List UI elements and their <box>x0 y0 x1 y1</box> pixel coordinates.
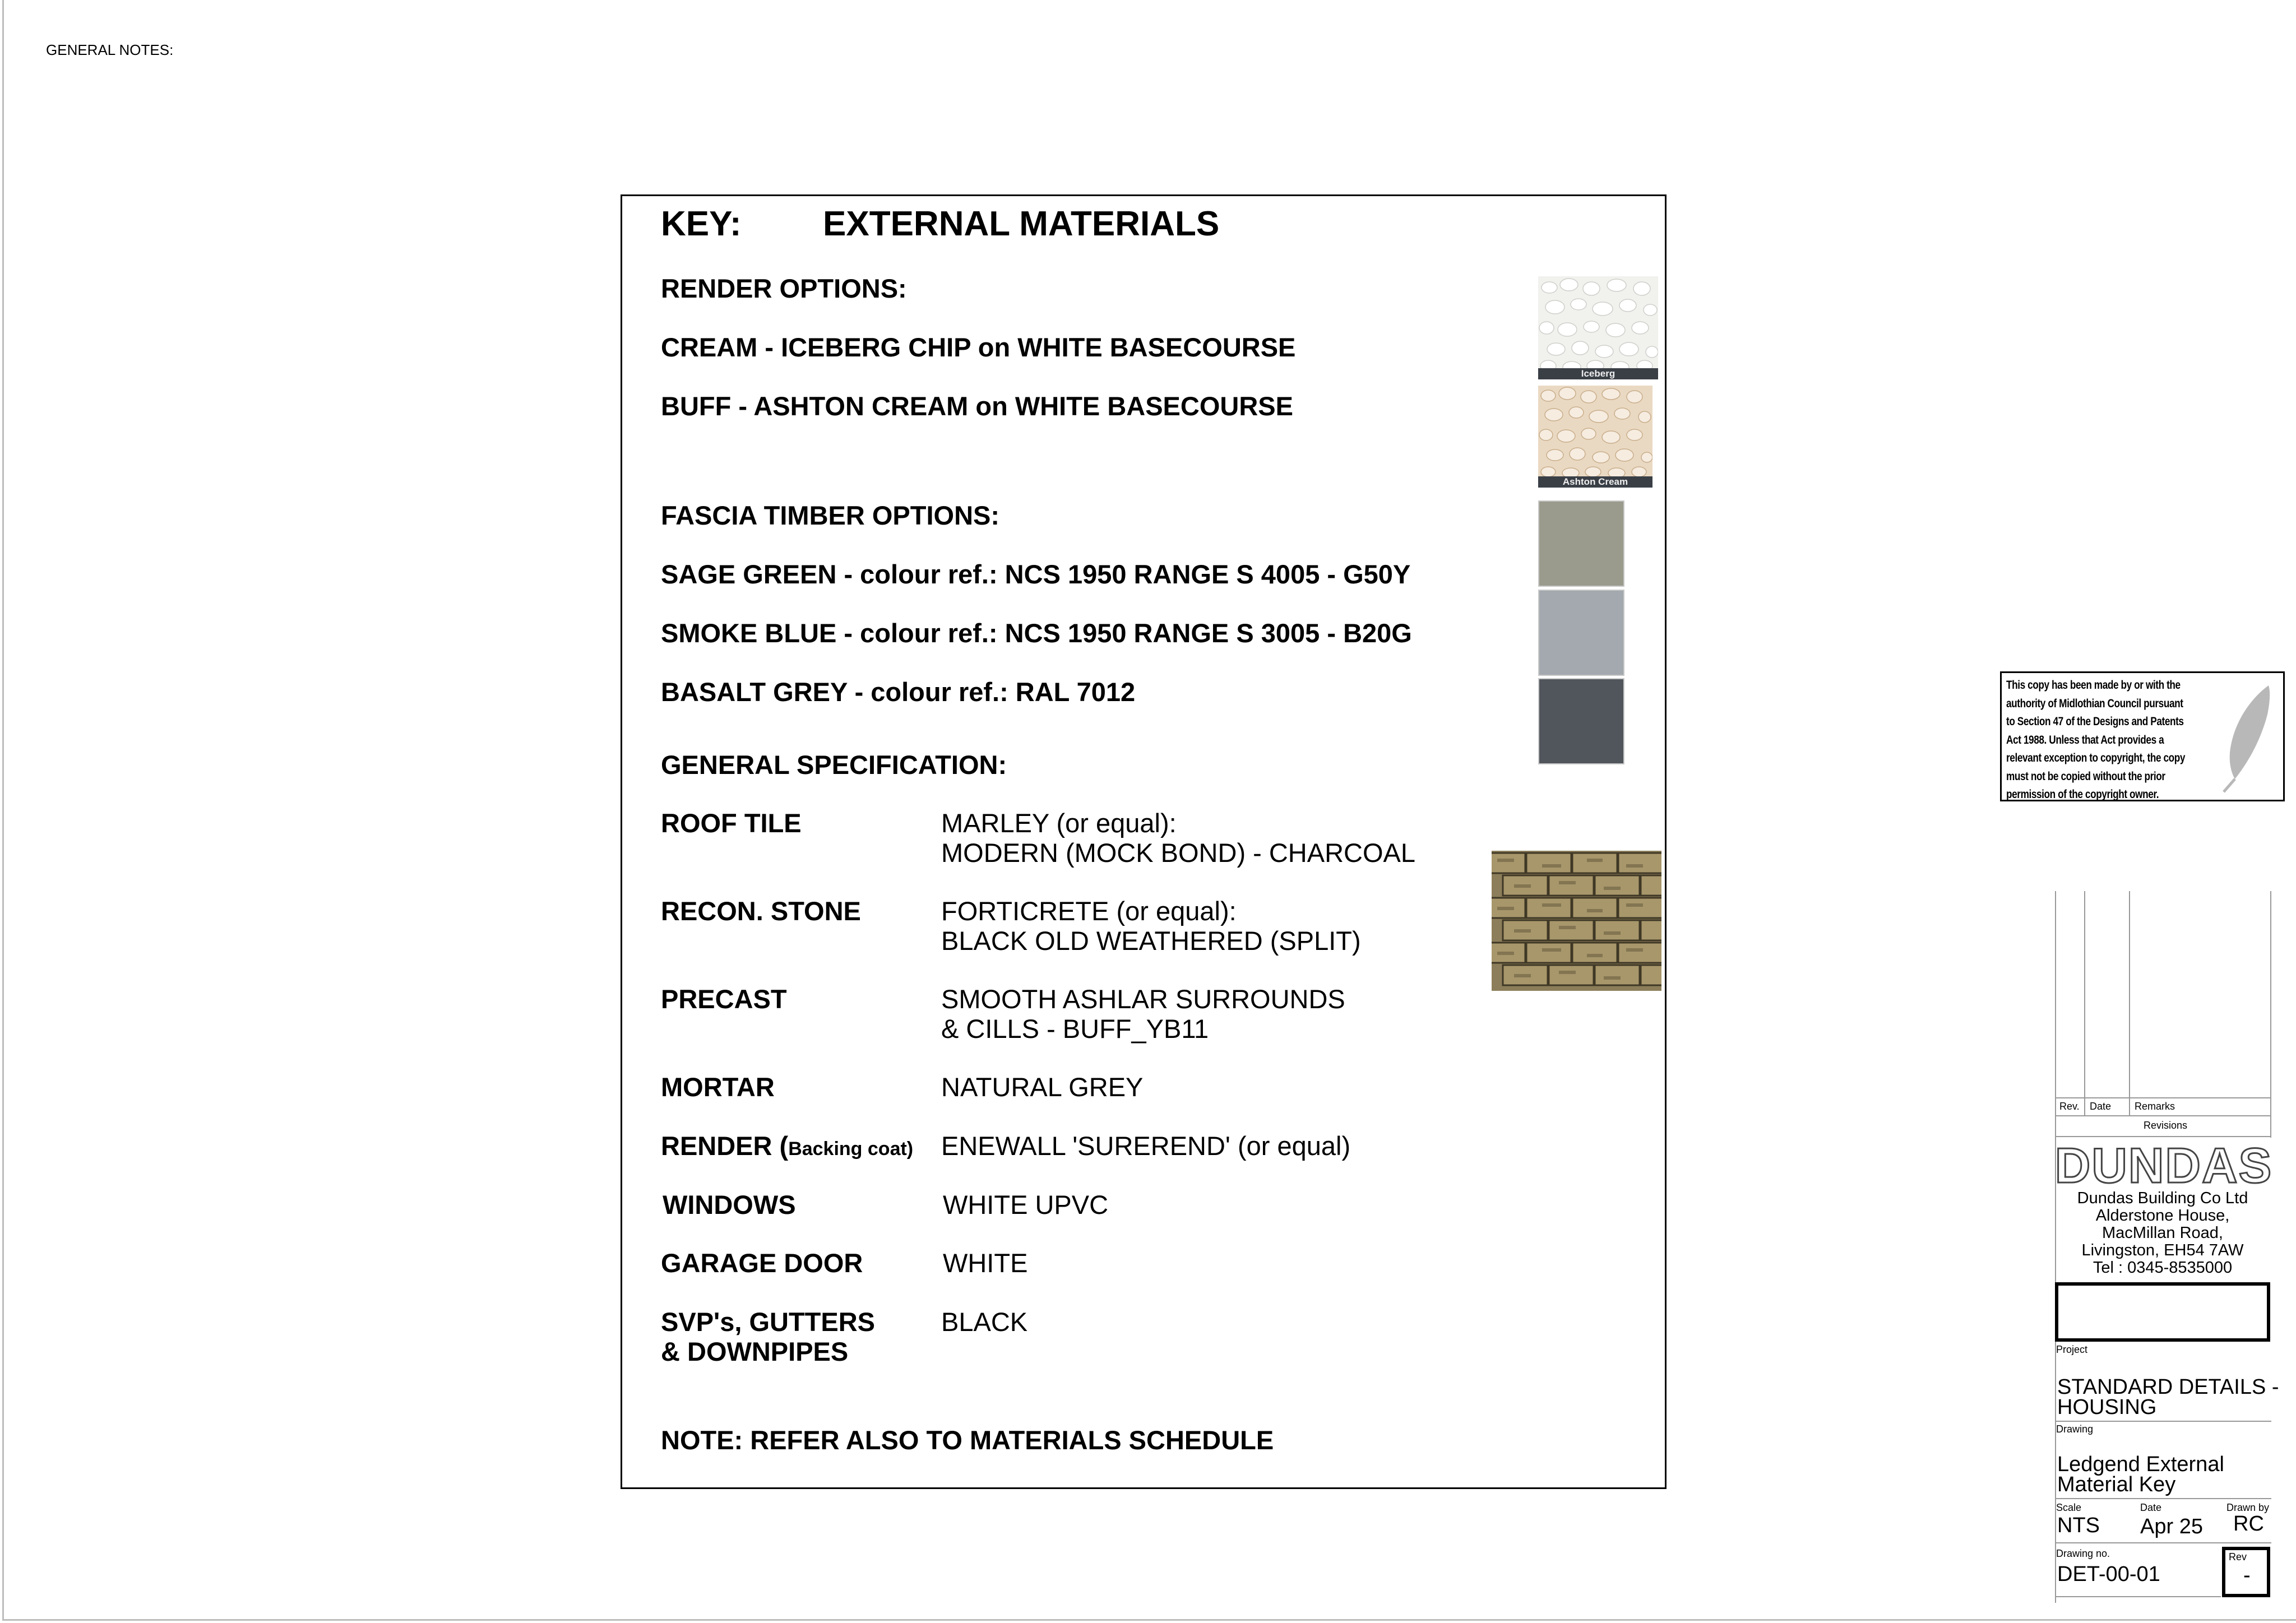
render-backing-label-small: Backing coat) <box>788 1138 914 1160</box>
date-label: Date <box>2140 1502 2162 1513</box>
drawing-label: Drawing <box>2056 1423 2094 1435</box>
garage-door-value: WHITE <box>943 1248 1028 1278</box>
scale-value: NTS <box>2057 1514 2100 1537</box>
copyright-line-5: relevant exception to copyright, the copy <box>2006 752 2186 764</box>
drawn-by-value: RC <box>2233 1512 2264 1536</box>
materials-schedule-note: NOTE: REFER ALSO TO MATERIALS SCHEDULE <box>661 1425 1274 1455</box>
recon-stone-label: RECON. STONE <box>661 896 861 926</box>
key-title: EXTERNAL MATERIALS <box>823 205 1220 243</box>
svp-value: BLACK <box>941 1307 1028 1337</box>
project-box <box>2055 1282 2270 1342</box>
precast-label: PRECAST <box>661 984 787 1014</box>
recon-stone-value-1: FORTICRETE (or equal): <box>941 896 1237 926</box>
drawing-title-1: Ledgend External <box>2057 1453 2224 1476</box>
render-cream-option: CREAM - ICEBERG CHIP on WHITE BASECOURSE <box>661 332 1296 362</box>
copyright-line-6: must not be copied without the prior <box>2006 769 2165 783</box>
copyright-line-4: Act 1988. Unless that Act provides a <box>2006 733 2164 746</box>
mortar-value: NATURAL GREY <box>941 1072 1144 1102</box>
address-line-1: Alderstone House, <box>2095 1207 2230 1225</box>
render-backing-label <box>661 1131 913 1164</box>
render-options-heading: RENDER OPTIONS: <box>661 273 907 303</box>
precast-value-2: & CILLS - BUFF_YB11 <box>941 1014 1209 1044</box>
tb-scale-rule <box>2055 1542 2271 1543</box>
revisions-label: Revisions <box>2144 1120 2188 1131</box>
project-name-2: HOUSING <box>2057 1395 2157 1419</box>
iceberg-chip-swatch <box>1538 276 1658 379</box>
roof-tile-label: ROOF TILE <box>661 808 802 838</box>
materials-key-box <box>621 194 1667 1489</box>
render-backing-value: ENEWALL 'SUREREND' (or equal) <box>941 1131 1351 1161</box>
tb-drawing-rule <box>2055 1498 2271 1499</box>
smoke-blue-swatch <box>1538 590 1624 676</box>
company-tel: Tel : 0345-8535000 <box>2093 1259 2233 1277</box>
stone-texture <box>1492 851 1661 991</box>
fascia-options-heading: FASCIA TIMBER OPTIONS: <box>661 500 1000 530</box>
recon-stone-value-2: BLACK OLD WEATHERED (SPLIT) <box>941 926 1361 956</box>
project-name-1: STANDARD DETAILS - <box>2057 1375 2279 1399</box>
general-notes-label: GENERAL NOTES: <box>46 41 174 58</box>
svp-label-1: SVP's, GUTTERS <box>661 1307 876 1337</box>
copyright-line-2: authority of Midlothian Council pursuant <box>2006 697 2183 710</box>
copyright-line-3: to Section 47 of the Designs and Patents <box>2006 715 2184 728</box>
dundas-logo <box>2054 1143 2274 1188</box>
precast-value-1: SMOOTH ASHLAR SURROUNDS <box>941 984 1345 1014</box>
roof-tile-value-1: MARLEY (or equal): <box>941 808 1177 838</box>
tb-revisions-rule <box>2055 1136 2271 1137</box>
render-backing-label-main: RENDER ( <box>661 1131 789 1161</box>
basalt-grey-swatch <box>1538 678 1624 764</box>
tb-right-rule <box>2270 891 2271 1138</box>
mortar-label: MORTAR <box>661 1072 775 1102</box>
fascia-sage-option: SAGE GREEN - colour ref.: NCS 1950 RANGE S 4005 - G50Y <box>661 559 1411 589</box>
drawn-by-label: Drawn by <box>2226 1502 2270 1513</box>
fascia-smoke-option: SMOKE BLUE - colour ref.: NCS 1950 RANGE S 3005 - B20G <box>661 618 1412 648</box>
scale-label: Scale <box>2056 1502 2082 1513</box>
address-line-2: MacMillan Road, <box>2102 1224 2223 1242</box>
key-prefix: KEY: <box>661 205 742 243</box>
rev-value: - <box>2243 1564 2251 1587</box>
remarks-column-header: Remarks <box>2135 1101 2175 1112</box>
date-column-header: Date <box>2090 1101 2112 1112</box>
iceberg-texture <box>1538 276 1658 379</box>
address-line-3: Livingston, EH54 7AW <box>2081 1241 2244 1259</box>
copyright-stamp <box>2000 671 2285 801</box>
windows-value: WHITE UPVC <box>943 1190 1109 1219</box>
date-value: Apr 25 <box>2140 1515 2203 1538</box>
tb-date-col-rule <box>2129 891 2130 1115</box>
drawing-title-2: Material Key <box>2057 1473 2176 1496</box>
render-buff-option: BUFF - ASHTON CREAM on WHITE BASECOURSE <box>661 391 1293 421</box>
copyright-line-7: permission of the copyright owner. <box>2006 788 2159 801</box>
garage-door-label: GARAGE DOOR <box>661 1248 863 1278</box>
tb-rev-bottom-rule <box>2055 1115 2271 1116</box>
company-name: Dundas Building Co Ltd <box>2077 1189 2248 1207</box>
rev-column-header: Rev. <box>2059 1101 2080 1112</box>
roof-tile-value-2: MODERN (MOCK BOND) - CHARCOAL <box>941 838 1416 868</box>
sage-green-swatch <box>1538 500 1624 587</box>
svp-label-2: & DOWNPIPES <box>661 1337 849 1366</box>
copyright-line-1: This copy has been made by or with the <box>2006 679 2181 692</box>
ashton-cream-label: Ashton Cream <box>1538 476 1652 488</box>
general-spec-heading: GENERAL SPECIFICATION: <box>661 750 1007 780</box>
drawing-no-label: Drawing no. <box>2056 1548 2110 1559</box>
ashton-cream-swatch <box>1538 386 1652 488</box>
project-label: Project <box>2056 1344 2088 1355</box>
ashton-texture <box>1538 386 1652 488</box>
tb-drawing-no-rule <box>2055 1596 2221 1597</box>
rev-label: Rev <box>2229 1551 2247 1562</box>
dundas-logo-text: DUNDAS <box>2054 1143 2273 1188</box>
tb-rev-col-rule <box>2084 891 2085 1115</box>
windows-label: WINDOWS <box>663 1190 796 1219</box>
tb-rev-header-rule <box>2055 1097 2271 1098</box>
tb-project-rule <box>2055 1421 2271 1422</box>
fascia-basalt-option: BASALT GREY - colour ref.: RAL 7012 <box>661 677 1136 707</box>
drawing-no-value: DET-00-01 <box>2057 1562 2160 1586</box>
iceberg-label: Iceberg <box>1538 368 1658 379</box>
company-address <box>2056 1190 2269 1277</box>
recon-stone-swatch <box>1492 851 1661 991</box>
